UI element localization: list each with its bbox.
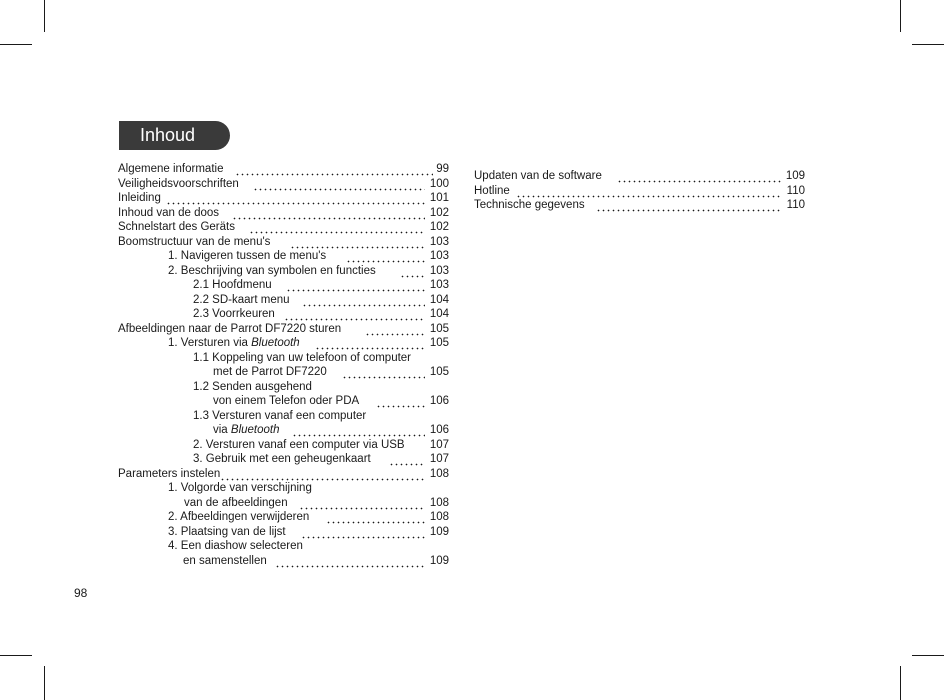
toc-right-column bbox=[474, 169, 805, 213]
toc-entry-label: 2. Versturen vanaf een computer via USB bbox=[193, 438, 405, 451]
toc-entry-label: 1. Navigeren tussen de menu's bbox=[168, 250, 327, 262]
toc-entry[interactable] bbox=[118, 554, 449, 569]
toc-entry-label: Updaten van de software bbox=[474, 170, 602, 182]
crop-mark bbox=[0, 655, 32, 656]
toc-entry[interactable] bbox=[118, 351, 449, 366]
toc-entry[interactable] bbox=[118, 525, 449, 540]
toc-entry[interactable] bbox=[118, 177, 449, 192]
dot-leader bbox=[253, 177, 425, 192]
toc-page-number: 104 bbox=[429, 293, 449, 306]
toc-entry-label: Hotline bbox=[474, 184, 510, 197]
toc-page-number: 100 bbox=[429, 177, 449, 190]
dot-leader bbox=[516, 184, 781, 199]
toc-entry[interactable] bbox=[118, 293, 449, 308]
toc-entry[interactable] bbox=[118, 496, 449, 511]
dot-leader bbox=[235, 162, 433, 177]
toc-entry-label: 4. Een diashow selecteren bbox=[168, 540, 303, 552]
dot-leader bbox=[617, 169, 781, 184]
toc-entry-label: van de afbeeldingen bbox=[184, 496, 288, 509]
dot-leader bbox=[389, 452, 425, 467]
dot-leader bbox=[376, 394, 425, 409]
dot-leader bbox=[166, 191, 425, 206]
toc-entry[interactable] bbox=[474, 198, 805, 213]
section-title: Inhoud bbox=[119, 121, 230, 150]
toc-entry-label: 2.2 SD-kaart menu bbox=[193, 293, 290, 306]
dot-leader bbox=[249, 220, 425, 235]
toc-page-number: 105 bbox=[429, 366, 449, 378]
dot-leader bbox=[232, 206, 425, 221]
toc-entry-label: Inhoud van de doos bbox=[118, 206, 220, 219]
toc-entry[interactable] bbox=[118, 336, 449, 351]
toc-entry-label: Algemene informatie bbox=[118, 163, 224, 175]
dot-leader bbox=[299, 496, 425, 511]
toc-entry[interactable] bbox=[118, 467, 449, 482]
crop-mark bbox=[912, 44, 944, 45]
toc-page-number: 101 bbox=[429, 192, 449, 204]
toc-entry-label: Veiligheidsvoorschriften bbox=[118, 177, 239, 190]
toc-entry-label: 2.1 Hoofdmenu bbox=[193, 279, 272, 291]
dot-leader bbox=[220, 467, 425, 482]
dot-leader bbox=[400, 264, 425, 279]
dot-leader bbox=[290, 235, 425, 250]
toc-entry[interactable] bbox=[118, 264, 449, 279]
toc-entry-label: 1.3 Versturen vanaf een computer bbox=[193, 409, 367, 422]
crop-mark bbox=[900, 0, 901, 32]
toc-page-number: 107 bbox=[429, 438, 449, 451]
toc-entry-label: Schnelstart des Geräts bbox=[118, 221, 235, 233]
toc-page-number: 110 bbox=[786, 199, 805, 211]
toc-entry-label: Boomstructuur van de menu's bbox=[118, 235, 271, 248]
toc-entry[interactable] bbox=[118, 191, 449, 206]
toc-entry-label: via Bluetooth bbox=[213, 424, 280, 436]
toc-entry[interactable] bbox=[118, 235, 449, 250]
dot-leader bbox=[302, 293, 425, 308]
toc-entry-label: 1. Volgorde van verschijning bbox=[168, 482, 312, 494]
crop-mark bbox=[900, 666, 901, 700]
toc-left-column bbox=[118, 162, 449, 568]
toc-entry[interactable] bbox=[118, 481, 449, 496]
toc-entry-label: von einem Telefon oder PDA bbox=[213, 395, 360, 407]
crop-mark bbox=[44, 0, 45, 32]
toc-entry-label: Afbeeldingen naar de Parrot DF7220 sturen bbox=[118, 322, 342, 335]
toc-entry[interactable] bbox=[118, 322, 449, 337]
crop-mark bbox=[44, 666, 45, 700]
toc-entry[interactable] bbox=[118, 409, 449, 424]
toc-page-number: 109 bbox=[429, 554, 449, 567]
toc-entry-label: en samenstellen bbox=[183, 554, 267, 567]
toc-page-number: 107 bbox=[429, 453, 449, 465]
dot-leader bbox=[292, 423, 425, 438]
toc-page-number: 108 bbox=[429, 467, 449, 480]
toc-page-number: 103 bbox=[429, 250, 449, 262]
toc-entry-label: met de Parrot DF7220 bbox=[213, 366, 327, 378]
toc-page-number: 103 bbox=[429, 264, 449, 277]
toc-entry[interactable] bbox=[118, 452, 449, 467]
toc-entry-label: Inleiding bbox=[118, 192, 161, 204]
toc-entry[interactable] bbox=[118, 307, 449, 322]
dot-leader bbox=[301, 525, 425, 540]
toc-entry-label: 2. Beschrijving van symbolen en functies bbox=[168, 264, 376, 277]
dot-leader bbox=[315, 336, 425, 351]
toc-page-number: 106 bbox=[429, 424, 449, 436]
toc-entry[interactable] bbox=[118, 206, 449, 221]
toc-page-number: 105 bbox=[429, 322, 449, 335]
toc-entry[interactable] bbox=[118, 278, 449, 293]
toc-page-number: 108 bbox=[429, 511, 449, 523]
crop-mark bbox=[912, 655, 944, 656]
toc-entry-label: 3. Plaatsing van de lijst bbox=[168, 525, 286, 538]
toc-entry-label: 1.1 Koppeling van uw telefoon of computer bbox=[193, 351, 412, 364]
dot-leader bbox=[596, 198, 781, 213]
dot-leader bbox=[286, 278, 425, 293]
toc-entry[interactable] bbox=[474, 184, 805, 199]
toc-entry[interactable] bbox=[118, 365, 449, 380]
toc-entry-label: 2. Afbeeldingen verwijderen bbox=[168, 511, 310, 523]
toc-entry-label: 3. Gebruik met een geheugenkaart bbox=[193, 453, 371, 465]
dot-leader bbox=[326, 510, 425, 525]
toc-entry-label: Technische gegevens bbox=[474, 199, 585, 211]
toc-page-number: 102 bbox=[429, 206, 449, 219]
toc-entry-label: 1.2 Senden ausgehend bbox=[193, 380, 312, 393]
page-number: 98 bbox=[74, 586, 88, 600]
crop-mark bbox=[0, 44, 32, 45]
toc-entry[interactable] bbox=[118, 220, 449, 235]
dot-leader bbox=[346, 249, 425, 264]
dot-leader bbox=[284, 307, 425, 322]
toc-entry[interactable] bbox=[118, 394, 449, 409]
toc-entry[interactable] bbox=[118, 438, 449, 453]
toc-entry[interactable] bbox=[118, 539, 449, 554]
toc-entry[interactable] bbox=[118, 380, 449, 395]
toc-page-number: 109 bbox=[785, 170, 805, 182]
toc-entry[interactable] bbox=[118, 162, 449, 177]
dot-leader bbox=[275, 554, 425, 569]
toc-entry-label: Parameters instelen bbox=[118, 467, 221, 480]
toc-page-number: 103 bbox=[429, 279, 449, 291]
toc-page-number: 103 bbox=[429, 235, 449, 248]
toc-entry[interactable] bbox=[118, 249, 449, 264]
toc-page-number: 104 bbox=[429, 308, 449, 320]
dot-leader bbox=[342, 365, 425, 380]
toc-entry[interactable] bbox=[474, 169, 805, 184]
dot-leader bbox=[365, 322, 425, 337]
toc-page-number: 102 bbox=[429, 221, 449, 233]
toc-entry[interactable] bbox=[118, 423, 449, 438]
toc-page-number: 105 bbox=[429, 337, 449, 349]
toc-page-number: 108 bbox=[429, 496, 449, 509]
toc-page-number: 110 bbox=[786, 184, 805, 197]
toc-entry-label: 2.3 Voorrkeuren bbox=[193, 308, 275, 320]
toc-page-number: 109 bbox=[429, 525, 449, 538]
toc-entry[interactable] bbox=[118, 510, 449, 525]
toc-entry-label: 1. Versturen via Bluetooth bbox=[168, 337, 300, 349]
toc-page-number: 106 bbox=[429, 395, 449, 407]
toc-page-number: 99 bbox=[436, 163, 449, 175]
